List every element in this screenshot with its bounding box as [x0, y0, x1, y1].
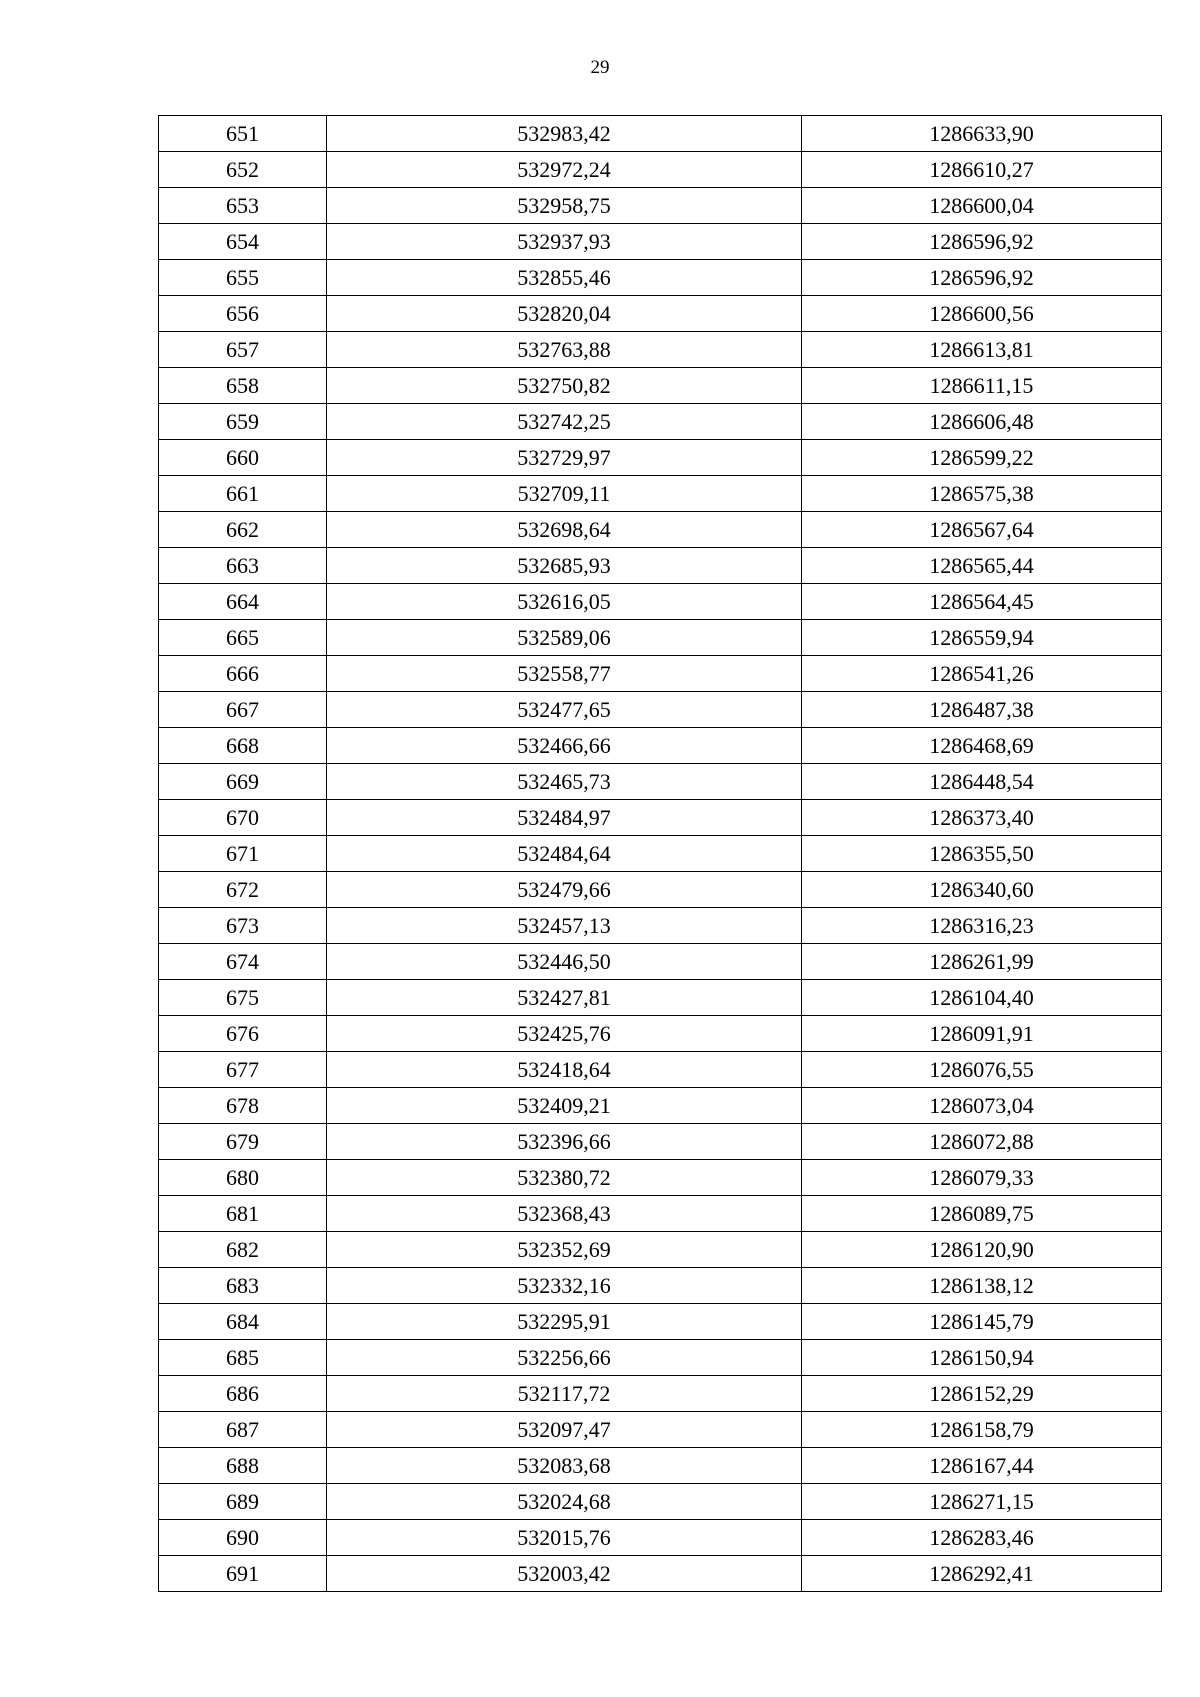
x-coordinate-cell: 532972,24	[327, 152, 802, 188]
y-coordinate-cell: 1286073,04	[802, 1088, 1162, 1124]
point-number-cell: 677	[159, 1052, 327, 1088]
x-coordinate-cell: 532024,68	[327, 1484, 802, 1520]
x-coordinate-cell: 532484,64	[327, 836, 802, 872]
table-row	[159, 620, 1162, 656]
page-number: 29	[590, 57, 610, 78]
y-coordinate-cell: 1286150,94	[802, 1340, 1162, 1376]
table-row	[159, 116, 1162, 152]
point-number-cell: 670	[159, 800, 327, 836]
point-number-cell: 682	[159, 1232, 327, 1268]
x-coordinate-cell: 532015,76	[327, 1520, 802, 1556]
x-coordinate-cell: 532465,73	[327, 764, 802, 800]
y-coordinate-cell: 1286599,22	[802, 440, 1162, 476]
table-row	[159, 1052, 1162, 1088]
point-number-cell: 661	[159, 476, 327, 512]
x-coordinate-cell: 532685,93	[327, 548, 802, 584]
point-number-cell: 657	[159, 332, 327, 368]
y-coordinate-cell: 1286072,88	[802, 1124, 1162, 1160]
point-number-cell: 667	[159, 692, 327, 728]
x-coordinate-cell: 532425,76	[327, 1016, 802, 1052]
y-coordinate-cell: 1286340,60	[802, 872, 1162, 908]
y-coordinate-cell: 1286575,38	[802, 476, 1162, 512]
table-row	[159, 224, 1162, 260]
point-number-cell: 651	[159, 116, 327, 152]
x-coordinate-cell: 532750,82	[327, 368, 802, 404]
point-number-cell: 668	[159, 728, 327, 764]
x-coordinate-cell: 532352,69	[327, 1232, 802, 1268]
y-coordinate-cell: 1286079,33	[802, 1160, 1162, 1196]
y-coordinate-cell: 1286089,75	[802, 1196, 1162, 1232]
y-coordinate-cell: 1286091,91	[802, 1016, 1162, 1052]
y-coordinate-cell: 1286448,54	[802, 764, 1162, 800]
y-coordinate-cell: 1286261,99	[802, 944, 1162, 980]
table-row	[159, 1160, 1162, 1196]
y-coordinate-cell: 1286487,38	[802, 692, 1162, 728]
y-coordinate-cell: 1286611,15	[802, 368, 1162, 404]
y-coordinate-cell: 1286316,23	[802, 908, 1162, 944]
x-coordinate-cell: 532729,97	[327, 440, 802, 476]
table-row	[159, 1304, 1162, 1340]
point-number-cell: 683	[159, 1268, 327, 1304]
y-coordinate-cell: 1286355,50	[802, 836, 1162, 872]
y-coordinate-cell: 1286600,56	[802, 296, 1162, 332]
x-coordinate-cell: 532698,64	[327, 512, 802, 548]
point-number-cell: 656	[159, 296, 327, 332]
table-row	[159, 764, 1162, 800]
point-number-cell: 675	[159, 980, 327, 1016]
y-coordinate-cell: 1286559,94	[802, 620, 1162, 656]
y-coordinate-cell: 1286104,40	[802, 980, 1162, 1016]
table-row	[159, 548, 1162, 584]
table-row	[159, 692, 1162, 728]
table-row	[159, 908, 1162, 944]
x-coordinate-cell: 532380,72	[327, 1160, 802, 1196]
table-row	[159, 260, 1162, 296]
y-coordinate-cell: 1286606,48	[802, 404, 1162, 440]
point-number-cell: 676	[159, 1016, 327, 1052]
x-coordinate-cell: 532589,06	[327, 620, 802, 656]
x-coordinate-cell: 532295,91	[327, 1304, 802, 1340]
table-row	[159, 728, 1162, 764]
table-row	[159, 1520, 1162, 1556]
point-number-cell: 673	[159, 908, 327, 944]
point-number-cell: 684	[159, 1304, 327, 1340]
point-number-cell: 662	[159, 512, 327, 548]
point-number-cell: 681	[159, 1196, 327, 1232]
y-coordinate-cell: 1286633,90	[802, 116, 1162, 152]
table-row	[159, 1016, 1162, 1052]
x-coordinate-cell: 532097,47	[327, 1412, 802, 1448]
table-row	[159, 1124, 1162, 1160]
y-coordinate-cell: 1286613,81	[802, 332, 1162, 368]
y-coordinate-cell: 1286152,29	[802, 1376, 1162, 1412]
table-row	[159, 1340, 1162, 1376]
y-coordinate-cell: 1286468,69	[802, 728, 1162, 764]
point-number-cell: 691	[159, 1556, 327, 1592]
x-coordinate-cell: 532332,16	[327, 1268, 802, 1304]
y-coordinate-cell: 1286167,44	[802, 1448, 1162, 1484]
y-coordinate-cell: 1286610,27	[802, 152, 1162, 188]
point-number-cell: 664	[159, 584, 327, 620]
table-row	[159, 1412, 1162, 1448]
y-coordinate-cell: 1286271,15	[802, 1484, 1162, 1520]
x-coordinate-cell: 532983,42	[327, 116, 802, 152]
y-coordinate-cell: 1286564,45	[802, 584, 1162, 620]
table-row	[159, 332, 1162, 368]
point-number-cell: 685	[159, 1340, 327, 1376]
y-coordinate-cell: 1286292,41	[802, 1556, 1162, 1592]
table-row	[159, 1232, 1162, 1268]
x-coordinate-cell: 532466,66	[327, 728, 802, 764]
x-coordinate-cell: 532427,81	[327, 980, 802, 1016]
table-row	[159, 584, 1162, 620]
table-row	[159, 944, 1162, 980]
x-coordinate-cell: 532558,77	[327, 656, 802, 692]
table-row	[159, 188, 1162, 224]
x-coordinate-cell: 532763,88	[327, 332, 802, 368]
x-coordinate-cell: 532446,50	[327, 944, 802, 980]
table-row	[159, 404, 1162, 440]
x-coordinate-cell: 532003,42	[327, 1556, 802, 1592]
y-coordinate-cell: 1286158,79	[802, 1412, 1162, 1448]
table-row	[159, 440, 1162, 476]
y-coordinate-cell: 1286541,26	[802, 656, 1162, 692]
point-number-cell: 654	[159, 224, 327, 260]
x-coordinate-cell: 532117,72	[327, 1376, 802, 1412]
point-number-cell: 689	[159, 1484, 327, 1520]
point-number-cell: 665	[159, 620, 327, 656]
point-number-cell: 669	[159, 764, 327, 800]
x-coordinate-cell: 532855,46	[327, 260, 802, 296]
y-coordinate-cell: 1286373,40	[802, 800, 1162, 836]
point-number-cell: 678	[159, 1088, 327, 1124]
point-number-cell: 660	[159, 440, 327, 476]
x-coordinate-cell: 532256,66	[327, 1340, 802, 1376]
table-row	[159, 1484, 1162, 1520]
x-coordinate-cell: 532709,11	[327, 476, 802, 512]
table-row	[159, 800, 1162, 836]
x-coordinate-cell: 532479,66	[327, 872, 802, 908]
y-coordinate-cell: 1286283,46	[802, 1520, 1162, 1556]
point-number-cell: 690	[159, 1520, 327, 1556]
table-row	[159, 1196, 1162, 1232]
y-coordinate-cell: 1286596,92	[802, 224, 1162, 260]
point-number-cell: 652	[159, 152, 327, 188]
y-coordinate-cell: 1286596,92	[802, 260, 1162, 296]
table-row	[159, 512, 1162, 548]
point-number-cell: 653	[159, 188, 327, 224]
x-coordinate-cell: 532958,75	[327, 188, 802, 224]
point-number-cell: 688	[159, 1448, 327, 1484]
point-number-cell: 672	[159, 872, 327, 908]
x-coordinate-cell: 532457,13	[327, 908, 802, 944]
table-row	[159, 1376, 1162, 1412]
table-row	[159, 1448, 1162, 1484]
point-number-cell: 666	[159, 656, 327, 692]
y-coordinate-cell: 1286145,79	[802, 1304, 1162, 1340]
point-number-cell: 655	[159, 260, 327, 296]
y-coordinate-cell: 1286076,55	[802, 1052, 1162, 1088]
table-row	[159, 368, 1162, 404]
point-number-cell: 686	[159, 1376, 327, 1412]
x-coordinate-cell: 532083,68	[327, 1448, 802, 1484]
coordinates-table-body	[159, 116, 1162, 1592]
table-row	[159, 296, 1162, 332]
point-number-cell: 680	[159, 1160, 327, 1196]
table-row	[159, 1088, 1162, 1124]
x-coordinate-cell: 532477,65	[327, 692, 802, 728]
x-coordinate-cell: 532820,04	[327, 296, 802, 332]
x-coordinate-cell: 532742,25	[327, 404, 802, 440]
table-row	[159, 152, 1162, 188]
x-coordinate-cell: 532409,21	[327, 1088, 802, 1124]
x-coordinate-cell: 532937,93	[327, 224, 802, 260]
point-number-cell: 674	[159, 944, 327, 980]
table-row	[159, 656, 1162, 692]
point-number-cell: 659	[159, 404, 327, 440]
point-number-cell: 663	[159, 548, 327, 584]
table-row	[159, 980, 1162, 1016]
point-number-cell: 687	[159, 1412, 327, 1448]
y-coordinate-cell: 1286600,04	[802, 188, 1162, 224]
table-row	[159, 476, 1162, 512]
point-number-cell: 658	[159, 368, 327, 404]
y-coordinate-cell: 1286567,64	[802, 512, 1162, 548]
table-row	[159, 836, 1162, 872]
x-coordinate-cell: 532418,64	[327, 1052, 802, 1088]
x-coordinate-cell: 532484,97	[327, 800, 802, 836]
x-coordinate-cell: 532616,05	[327, 584, 802, 620]
x-coordinate-cell: 532396,66	[327, 1124, 802, 1160]
y-coordinate-cell: 1286565,44	[802, 548, 1162, 584]
table-row	[159, 1268, 1162, 1304]
table-row	[159, 872, 1162, 908]
y-coordinate-cell: 1286138,12	[802, 1268, 1162, 1304]
coordinates-table	[158, 115, 1162, 1592]
point-number-cell: 671	[159, 836, 327, 872]
x-coordinate-cell: 532368,43	[327, 1196, 802, 1232]
point-number-cell: 679	[159, 1124, 327, 1160]
table-row	[159, 1556, 1162, 1592]
y-coordinate-cell: 1286120,90	[802, 1232, 1162, 1268]
